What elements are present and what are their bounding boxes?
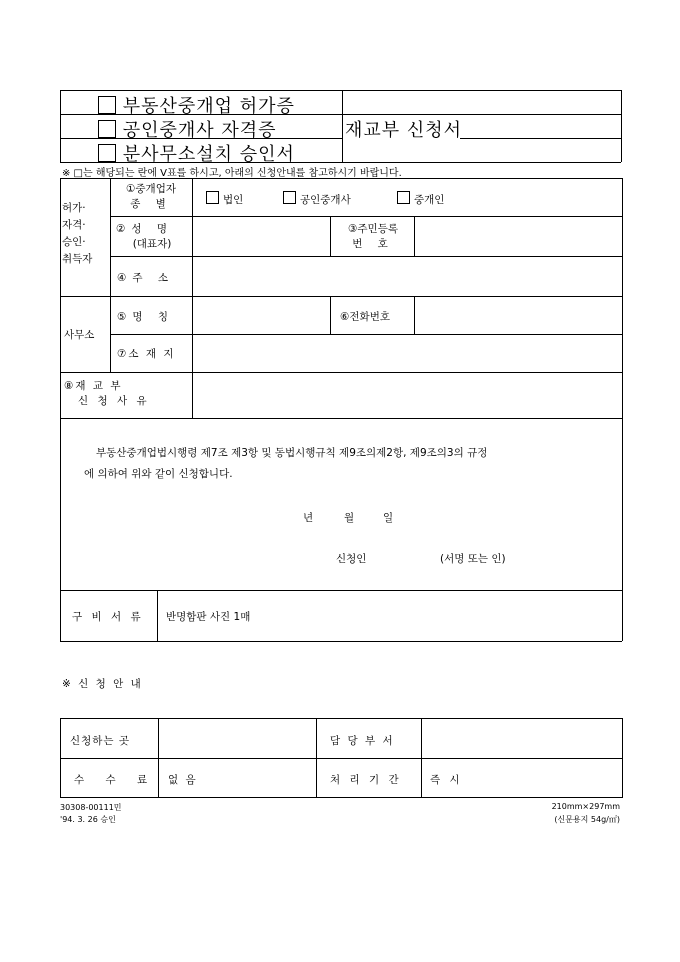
address-label: ④주 소 bbox=[117, 272, 175, 284]
signature-label: (서명 또는 인) bbox=[440, 553, 506, 565]
guide-fee-label: 수 수 료 bbox=[74, 774, 157, 786]
date-year: 년 bbox=[303, 512, 314, 524]
header-option-branch: 분사무소설치 승인서 bbox=[98, 140, 295, 166]
applicant-section-label: 허가· 자격· 승인· 취득자 bbox=[62, 202, 93, 265]
page-title: 재교부 신청서 bbox=[345, 120, 463, 141]
checkbox-broker[interactable] bbox=[397, 191, 410, 204]
office-location-label: ⑦소 재 지 bbox=[117, 348, 176, 360]
date-day: 일 bbox=[383, 512, 394, 524]
guide-period-label: 처 리 기 간 bbox=[330, 774, 402, 786]
statement-line2: 에 의하여 위와 같이 신청합니다. bbox=[84, 468, 233, 480]
type-option-corporation: 법인 bbox=[206, 191, 243, 207]
type-option-licensed-agent: 공인중개사 bbox=[283, 191, 351, 207]
checkbox-corporation[interactable] bbox=[206, 191, 219, 204]
name-label: ②성 명 (대표자) bbox=[116, 223, 174, 250]
instruction-text: ※ □는 해당되는 란에 V표를 하시고, 아래의 신청안내를 참고하시기 바랍니다. bbox=[62, 168, 402, 179]
guide-period-value: 즉 시 bbox=[430, 774, 463, 786]
footer-approval: '94. 3. 26 승인 bbox=[60, 815, 116, 824]
office-phone-label: ⑥전화번호 bbox=[340, 311, 390, 323]
checkbox-branch[interactable] bbox=[98, 144, 116, 162]
office-section-label: 사무소 bbox=[64, 329, 95, 341]
statement-line1: 부동산중개업법시행령 제7조 제3항 및 동법시행규칙 제9조의제2항, 제9조의3의 규정 bbox=[96, 447, 488, 459]
applicant-label: 신청인 bbox=[336, 553, 367, 565]
checkbox-certificate[interactable] bbox=[98, 120, 116, 138]
header-option-license: 부동산중개업 허가증 bbox=[98, 92, 295, 118]
type-option-broker: 중개인 bbox=[397, 191, 444, 207]
checkbox-licensed-agent[interactable] bbox=[283, 191, 296, 204]
type-label: ①중개업자 종 별 bbox=[126, 183, 176, 210]
rrn-label: ③주민등록 번 호 bbox=[348, 223, 398, 250]
header-option-certificate: 공인중개사 자격증 bbox=[98, 116, 277, 142]
guide-title: ※ 신 청 안 내 bbox=[62, 678, 143, 690]
documents-label: 구 비 서 류 bbox=[72, 611, 144, 623]
checkbox-license[interactable] bbox=[98, 96, 116, 114]
footer-form-number: 30308-00111민 bbox=[60, 803, 122, 812]
footer-size: 210mm×297mm bbox=[551, 802, 620, 811]
documents-value: 반명함판 사진 1매 bbox=[166, 611, 251, 623]
guide-fee-value: 없 음 bbox=[168, 774, 198, 786]
reason-label: ⑧재 교 부 신 청 사 유 bbox=[64, 380, 150, 407]
guide-dept-label: 담 당 부 서 bbox=[330, 735, 395, 747]
footer-paper: (신문용지 54g/㎡) bbox=[554, 815, 620, 824]
date-month: 월 bbox=[344, 512, 355, 524]
office-name-label: ⑤명 칭 bbox=[117, 311, 175, 323]
guide-where-label: 신청하는 곳 bbox=[70, 735, 131, 747]
